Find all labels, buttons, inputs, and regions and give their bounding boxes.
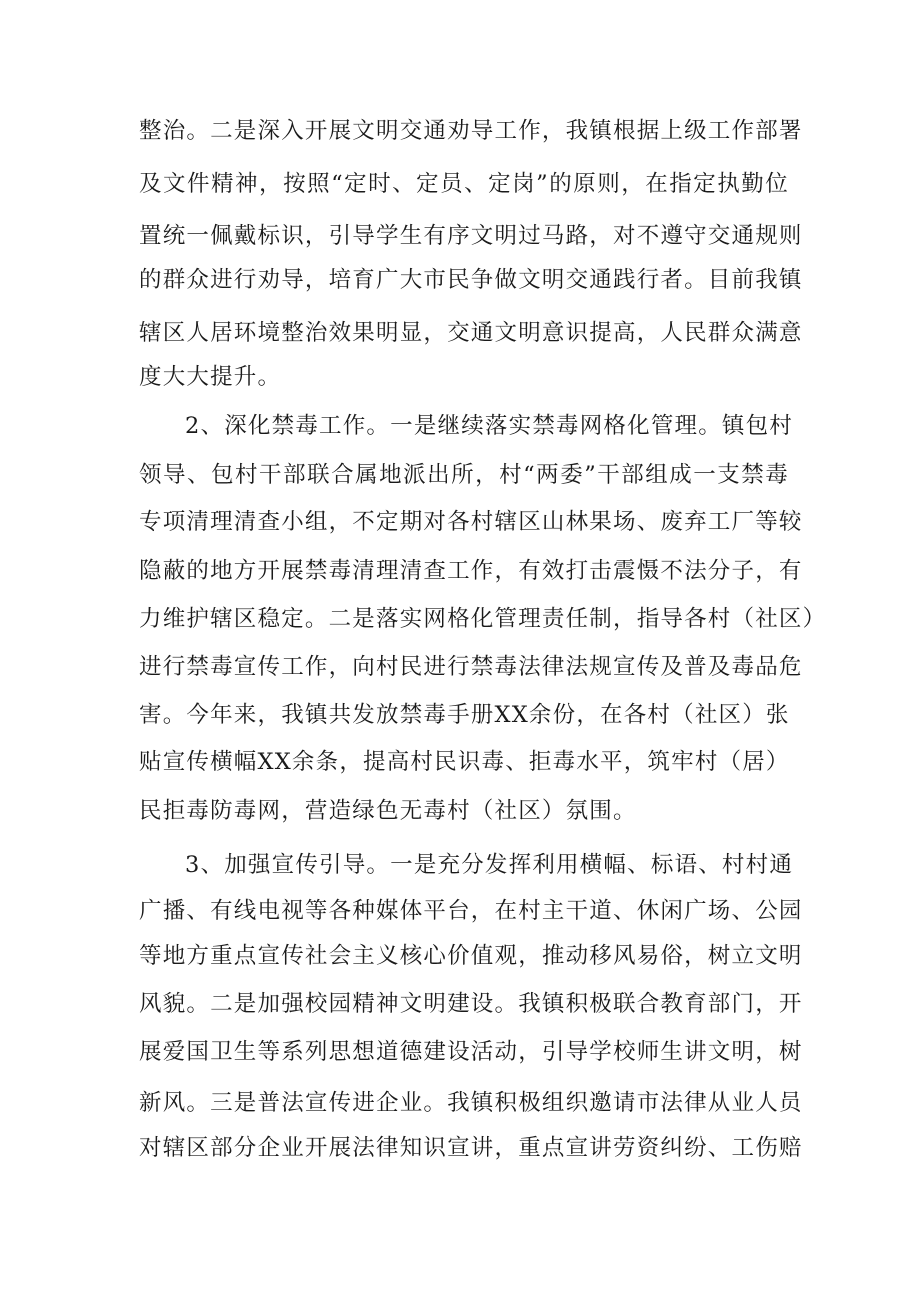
text-line: 风貌。二是加强校园精神文明建设。我镇积极联合教育部门，开 — [139, 991, 803, 1017]
text-line: 及文件精神，按照“定时、定员、定岗”的原则，在指定执勤位 — [139, 171, 789, 197]
text-line: 新风。三是普法宣传进企业。我镇积极组织邀请市法律从业人员 — [139, 1090, 803, 1116]
text-line: 对辖区部分企业开展法律知识宣讲，重点宣讲劳资纠纷、工伤赔 — [139, 1135, 803, 1161]
paragraph-first-line: 2、深化禁毒工作。一是继续落实禁毒网格化管理。镇包村 — [185, 413, 794, 439]
text-line: 整治。二是深入开展文明交通劝导工作，我镇根据上级工作部署 — [139, 118, 803, 144]
text-line: 度大大提升。 — [139, 364, 282, 390]
text-line: 民拒毒防毒网，营造绿色无毒村（社区）氛围。 — [139, 798, 637, 824]
text-line: 的群众进行劝导，培育广大市民争做文明交通践行者。目前我镇 — [139, 267, 803, 293]
text-line: 进行禁毒宣传工作，向村民进行禁毒法律法规宣传及普及毒品危 — [139, 654, 803, 680]
text-line: 贴宣传横幅XX余条，提高村民识毒、拒毒水平，筑牢村（居） — [139, 749, 790, 775]
text-line: 领导、包村干部联合属地派出所，村“两委”干部组成一支禁毒 — [139, 462, 789, 488]
text-line: 置统一佩戴标识，引导学生有序文明过马路，对不遵守交通规则 — [139, 223, 803, 249]
text-line: 隐蔽的地方开展禁毒清理清查工作，有效打击震慑不法分子，有 — [139, 558, 803, 584]
text-line: 力维护辖区稳定。二是落实网格化管理责任制，指导各村（社区） — [139, 606, 827, 632]
text-line: 等地方重点宣传社会主义核心价值观，推动移风易俗，树立文明 — [139, 943, 803, 969]
paragraph-first-line: 3、加强宣传引导。一是充分发挥利用横幅、标语、村村通 — [185, 852, 794, 878]
text-line: 辖区人居环境整治效果明显，交通文明意识提高，人民群众满意 — [139, 320, 803, 346]
text-line: 展爱国卫生等系列思想道德建设活动，引导学校师生讲文明，树 — [139, 1039, 803, 1065]
text-line: 专项清理清查小组，不定期对各村辖区山林果场、废弃工厂等较 — [139, 509, 803, 535]
text-line: 广播、有线电视等各种媒体平台，在村主干道、休闲广场、公园 — [139, 898, 803, 924]
text-line: 害。今年来，我镇共发放禁毒手册XX余份，在各村（社区）张 — [139, 702, 790, 728]
